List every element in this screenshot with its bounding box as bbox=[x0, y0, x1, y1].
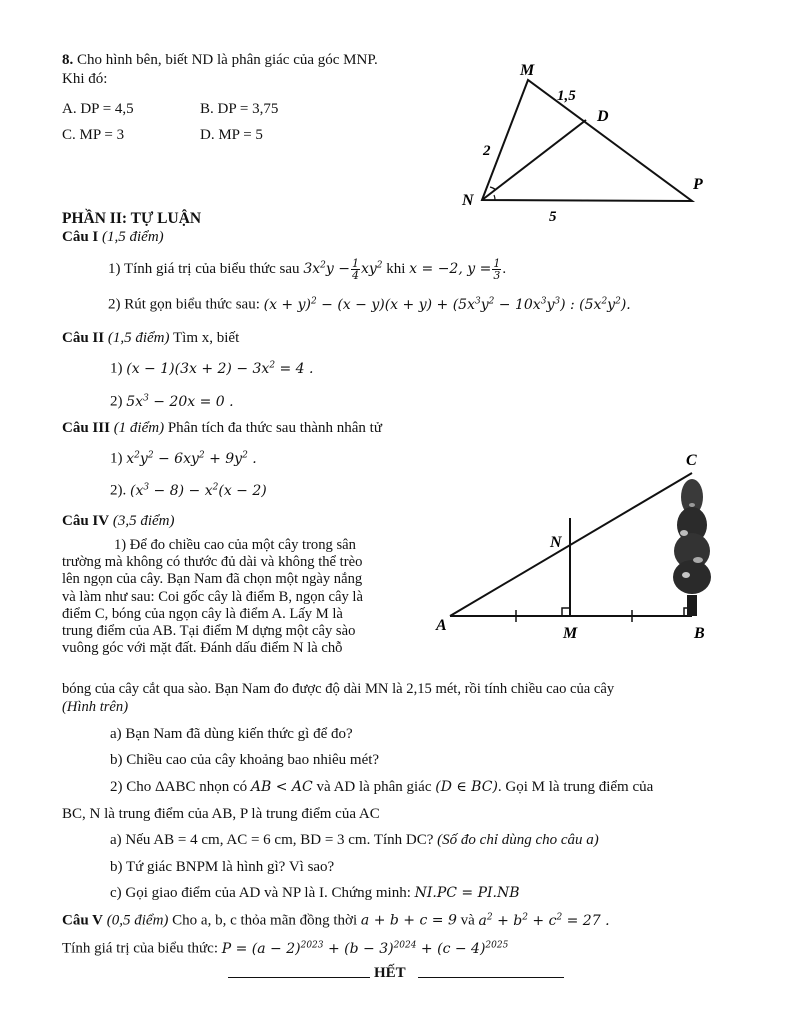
label-n-2: N bbox=[550, 534, 562, 551]
cau1-item2-text: 2) Rút gọn biểu thức sau: bbox=[108, 296, 260, 313]
cau4-p-line-2: trường mà không có thước đủ dài và không thể trèo bbox=[62, 554, 363, 571]
cau2-instruction: Tìm x, biết bbox=[173, 330, 240, 346]
length-mn: 2 bbox=[483, 143, 491, 159]
cau4-p-line-6: trung điểm của AB. Tại điểm M dựng một cây sào bbox=[62, 623, 356, 640]
end-marker bbox=[228, 965, 564, 985]
cau4-p2-end: . Gọi M là trung điểm của bbox=[497, 779, 654, 795]
q8-line1 bbox=[62, 52, 378, 69]
cau4-d-in-bc: (D ∈ BC) bbox=[435, 779, 498, 795]
cau1-item2 bbox=[108, 296, 631, 314]
fraction-one-quarter: $\frac{1}{4}$ bbox=[351, 257, 359, 282]
label-c: C bbox=[686, 452, 697, 469]
cau5-line2-text: Tính giá trị của biểu thức: bbox=[62, 940, 218, 957]
cau4-part2-c bbox=[110, 885, 520, 902]
cau4-p-line-3: lên ngọn của cây. Bạn Nam đã chọn một ngày nắng bbox=[62, 571, 363, 588]
cau3-instruction: Phân tích đa thức sau thành nhân tử bbox=[167, 420, 382, 436]
cau1-points: (1,5 điểm) bbox=[102, 229, 164, 245]
tree-shadow-figure bbox=[430, 445, 730, 650]
cau2-item1 bbox=[110, 360, 314, 378]
cau4-part2-line2: BC, N là trung điểm của AB, P là trung điểm của AC bbox=[62, 806, 380, 822]
end-text: HẾT bbox=[374, 965, 406, 981]
cau5-line2 bbox=[62, 940, 508, 958]
cau4-a2-note: (Số đo chỉ dùng cho câu a) bbox=[437, 832, 599, 848]
cau4-ab-lt-ac: AB < AC bbox=[250, 779, 313, 795]
cau5-expression: $P = (a - 2)^{2023} + (b - 3)^{2024} + (c - 4)^{2025}$ bbox=[221, 940, 509, 957]
q8-option-a: A. DP = 4,5 bbox=[62, 101, 134, 117]
cau2-points: (1,5 điểm) bbox=[107, 330, 170, 346]
cau3-points: (1 điểm) bbox=[113, 420, 165, 436]
tree-highlight-1 bbox=[680, 530, 688, 536]
end-rule-right bbox=[418, 977, 564, 978]
cau3-item1-num: 1) bbox=[110, 450, 123, 467]
cau1-expr2: $(x + y)^2 - (x - y)(x + y) + (5x^3y^2 - 10x^3y^3)$ : $(5x^2y^2)$. bbox=[263, 296, 631, 313]
cau4-question-a: a) Bạn Nam đã dùng kiến thức gì để đo? bbox=[110, 726, 353, 742]
cau4-part2-b: b) Tứ giác BNPM là hình gì? Vì sao? bbox=[110, 859, 335, 875]
cau5-points: (0,5 điểm) bbox=[106, 912, 169, 929]
label-m-2: M bbox=[563, 625, 578, 642]
triangle-mnp bbox=[482, 80, 692, 201]
cau4-part2-a bbox=[110, 832, 599, 849]
q8-number: 8. bbox=[62, 52, 74, 68]
cau5-line1 bbox=[62, 912, 610, 930]
cau1-label: Câu I bbox=[62, 229, 99, 245]
cau2-item2 bbox=[110, 393, 234, 411]
cau4-label: Câu IV bbox=[62, 513, 110, 529]
q8-option-d: D. MP = 5 bbox=[200, 127, 263, 143]
cau5-label: Câu V bbox=[62, 912, 103, 929]
cau4-c2-formula: NI.PC = PI.NB bbox=[414, 885, 520, 901]
cau2-title bbox=[62, 330, 239, 347]
cau3-label: Câu III bbox=[62, 420, 110, 436]
cau5-text: Cho a, b, c thỏa mãn đồng thời bbox=[172, 912, 358, 929]
cau5-eq2: $a^2 + b^2 + c^2 = 27$ . bbox=[478, 912, 610, 929]
cau3-title bbox=[62, 420, 382, 437]
cau4-p-line-4: và làm như sau: Coi gốc cây là điểm B, ngọn cây là bbox=[62, 588, 363, 605]
cau5-eq1: a + b + c = 9 bbox=[360, 912, 457, 929]
cau1-item1: 1) Tính giá trị của biểu thức sau $3x^2y$ − $\frac{1}{4}$ $xy^2$ khi x = −2, y = $\frac{1}{3}$ . bbox=[108, 257, 507, 282]
cau2-item1-num: 1) bbox=[110, 360, 123, 377]
cau4-p2-mid: và AD là phân giác bbox=[316, 779, 432, 795]
cau1-title bbox=[62, 229, 164, 246]
cau4-points: (3,5 điểm) bbox=[112, 513, 175, 529]
q8-line2: Khi đó: bbox=[62, 71, 108, 87]
triangle-mnp-figure bbox=[450, 55, 720, 225]
cau4-p-line-1: 1) Để đo chiều cao của một cây trong sân bbox=[114, 537, 356, 553]
tree bbox=[673, 479, 711, 616]
right-angle-m bbox=[562, 608, 570, 616]
cau3-item2-num: 2). bbox=[110, 482, 127, 499]
cau1-values: x = −2, y = bbox=[409, 260, 492, 277]
length-np: 5 bbox=[549, 209, 557, 225]
cau3-item1 bbox=[110, 450, 257, 468]
length-md: 1,5 bbox=[557, 88, 576, 104]
tree-trunk bbox=[687, 595, 697, 616]
fraction-one-third: $\frac{1}{3}$ bbox=[493, 257, 501, 282]
label-p: P bbox=[693, 176, 703, 193]
cau4-p-full-line: bóng của cây cắt qua sào. Bạn Nam đo được độ dài MN là 2,15 mét, rồi tính chiều cao của cây bbox=[62, 681, 615, 697]
cau1-item1-text: 1) Tính giá trị của biểu thức sau bbox=[108, 260, 300, 277]
cau4-p2-start: 2) Cho ΔABC nhọn có bbox=[110, 779, 248, 795]
q8-option-c: C. MP = 3 bbox=[62, 127, 125, 143]
tree-highlight-4 bbox=[689, 503, 695, 507]
q8-option-b: B. DP = 3,75 bbox=[200, 101, 279, 117]
cau4-title bbox=[62, 513, 175, 530]
cau3-expr1: $x^2y^2 - 6xy^2 + 9y^2$ . bbox=[126, 450, 257, 467]
cau1-expr1: $3x^2y$ − bbox=[303, 260, 350, 277]
cau3-item2 bbox=[110, 482, 267, 500]
cau2-eq2: $5x^3 - 20x = 0$ . bbox=[126, 393, 234, 410]
cau2-label: Câu II bbox=[62, 330, 105, 346]
label-a: A bbox=[436, 617, 447, 634]
cau4-question-b: b) Chiều cao của cây khoảng bao nhiêu mét? bbox=[110, 752, 380, 768]
cau5-and: và bbox=[460, 912, 475, 929]
tree-highlight-3 bbox=[682, 572, 690, 578]
cau4-paragraph bbox=[62, 537, 418, 657]
tree-highlight-2 bbox=[693, 557, 703, 563]
cau4-p-line-7: vuông góc với mặt đất. Đánh dấu điểm N là chỗ bbox=[62, 640, 343, 657]
q8-text: Cho hình bên, biết ND là phân giác của góc MNP. bbox=[77, 52, 378, 68]
cau1-when: khi bbox=[386, 260, 406, 277]
cau2-eq1: $(x - 1)(3x + 2) - 3x^2 = 4$ . bbox=[126, 360, 314, 377]
cau4-c2-text: c) Gọi giao điểm của AD và NP là I. Chứng minh: bbox=[110, 885, 411, 901]
tree-foliage-lower bbox=[673, 560, 711, 594]
label-n: N bbox=[462, 192, 474, 209]
cau4-a2-text: a) Nếu AB = 4 cm, AC = 6 cm, BD = 3 cm. Tính DC? bbox=[110, 832, 434, 848]
cau2-item2-num: 2) bbox=[110, 393, 123, 410]
cau4-figure-ref: (Hình trên) bbox=[62, 699, 129, 715]
cau3-expr2: $(x^3 - 8) - x^2(x - 2)$ bbox=[130, 482, 267, 499]
cau4-p-line-5: điểm C, bóng của ngọn cây là điểm A. Lấy M là bbox=[62, 605, 343, 622]
label-m: M bbox=[520, 62, 535, 79]
label-b: B bbox=[694, 625, 705, 642]
cau4-part2-line1 bbox=[110, 779, 653, 796]
end-rule-left bbox=[228, 977, 370, 978]
label-d: D bbox=[597, 108, 609, 125]
angle-arc-1 bbox=[490, 187, 496, 190]
part2-heading: PHẦN II: TỰ LUẬN bbox=[62, 210, 202, 227]
